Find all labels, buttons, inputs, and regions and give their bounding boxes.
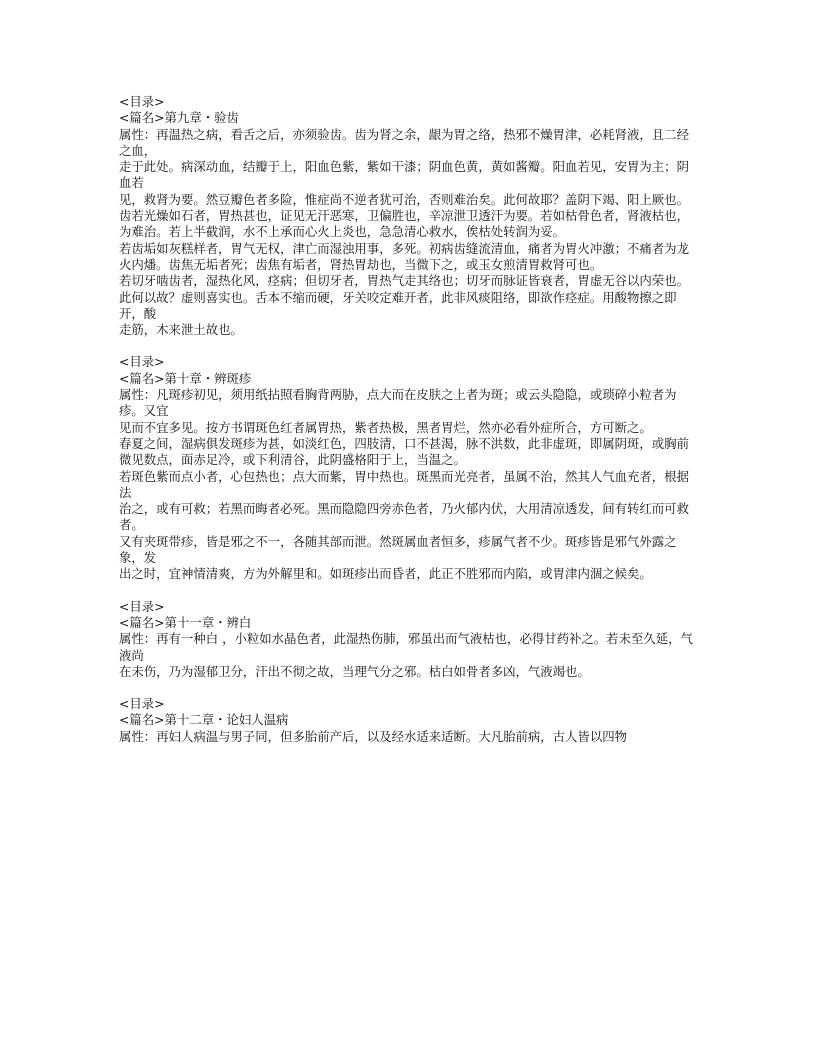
paragraph-line: 微见数点，面赤足冷，或下利清谷，此阴盛格阳于上，当温之。: [119, 452, 466, 468]
chapter-12-section: [119, 696, 701, 745]
paragraph-line: 见而不宜多见。按方书谓斑色红者属胃热，紫者热极，黑者胃烂，然亦必看外症所合，方可断之。: [119, 419, 652, 435]
paragraph-line: 出之时，宜神情清爽，方为外解里和。如斑疹出而昏者，此正不胜邪而内陷，或胃津内涸之候矣。: [119, 566, 652, 582]
paragraph-line: 若齿垢如灰糕样者，胃气无权，津亡而湿浊用事，多死。初病齿缝流清血，痛者为胃火冲激；不痛者为龙: [119, 240, 689, 256]
paragraph-line: 属性：再妇人病温与男子同，但多胎前产后，以及经水适来适断。大凡胎前病，古人皆以四物: [119, 728, 628, 744]
paragraph-line: 火内燔。齿焦无垢者死；齿焦有垢者，肾热胃劫也，当微下之，或玉女煎清胃救肾可也。: [119, 256, 603, 272]
paragraph-line: 为难治。若上半截润，水不上承而心火上炎也，急急清心救水，俟枯处转润为妥。: [119, 224, 566, 240]
document-page: [119, 94, 701, 761]
chapter-title: <篇名>第十一章・辨白: [119, 614, 252, 630]
paragraph-line: 走于此处。病深动血，结瓣于上，阳血色紫，紫如干漆；阴血色黄，黄如酱瓣。阳血若见，安胃为主；阴血若: [119, 159, 689, 191]
paragraph-line: 属性：凡斑疹初见，须用纸拈照看胸背两胁，点大而在皮肤之上者为斑；或云头隐隐，或琐碎小粒者为疹。又宜: [119, 387, 677, 419]
toc-label: <目录>: [119, 696, 165, 712]
toc-label: <目录>: [119, 94, 165, 109]
chapter-title: <篇名>第九章・验齿: [119, 110, 239, 126]
toc-label: <目录>: [119, 354, 165, 370]
paragraph-line: 治之，或有可救；若黑而晦者必死。黑而隐隐四旁赤色者，乃火郁内伏，大用清凉透发，间有转红而可救者。: [119, 501, 689, 533]
paragraph-line: 齿若光燥如石者，胃热甚也，证见无汗恶寒，卫偏胜也，辛凉泄卫透汗为要。若如枯骨色者，肾液枯也，: [119, 208, 689, 224]
paragraph-line: 见，救肾为要。然豆瓣色者多险，惟症尚不逆者犹可治，否则难治矣。此何故耶？盖阴下竭、阳上厥也。: [119, 191, 689, 207]
paragraph-line: 若切牙啮齿者，湿热化风，痉病；但切牙者，胃热气走其络也；切牙而脉证皆衰者，胃虚无谷以内荣也。: [119, 273, 689, 289]
chapter-10-section: [119, 354, 701, 582]
toc-label: <目录>: [119, 598, 165, 614]
paragraph-line: 走筋，木来泄土故也。: [119, 322, 243, 338]
paragraph-line: 属性：再有一种白 ，小粒如水晶色者，此湿热伤肺，邪虽出而气液枯也，必得甘药补之。若未至久延，气液尚: [119, 631, 693, 663]
chapter-title: <篇名>第十二章・论妇人温病: [119, 712, 289, 728]
chapter-9-section: [119, 94, 701, 338]
paragraph-line: 若斑色紫而点小者，心包热也；点大而紫，胃中热也。斑黑而光亮者，虽属不治，然其人气血充者，根据法: [119, 468, 689, 500]
paragraph-line: 又有夹斑带疹，皆是邪之不一，各随其部而泄。然斑属血者恒多，疹属气者不少。斑疹皆是邪气外露之象，发: [119, 533, 677, 566]
paragraph-line: 此何以故？虚则喜实也。舌本不缩而硬，牙关咬定难开者，此非风痰阻络，即欲作痉症。用酸物擦之即开，酸: [119, 289, 677, 321]
paragraph-line: 在未伤，乃为湿郁卫分，汗出不彻之故，当理气分之邪。枯白如骨者多凶，气液竭也。: [119, 663, 590, 679]
paragraph-line: 春夏之间，湿病俱发斑疹为甚，如淡红色，四肢清，口不甚渴，脉不洪数，此非虚斑，即属阴斑，或胸前: [119, 435, 689, 451]
chapter-11-section: [119, 599, 701, 680]
paragraph-line: 属性：再温热之病，看舌之后，亦须验齿。齿为肾之余，龈为胃之络，热邪不燥胃津，必耗肾液，且二经之血，: [119, 126, 689, 158]
chapter-title: <篇名>第十章・辨斑疹: [119, 370, 252, 386]
